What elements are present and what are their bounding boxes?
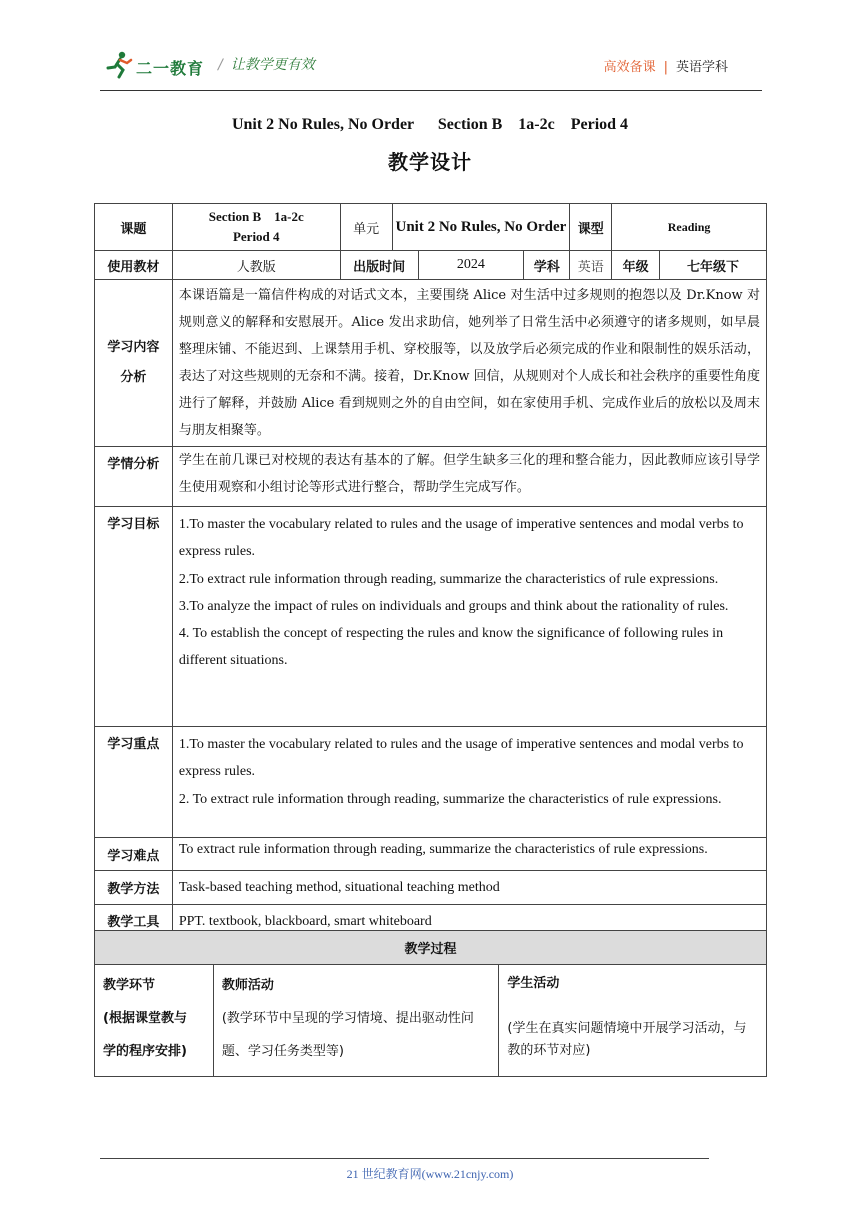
- goal-item: 4. To establish the concept of respecting the rules and know the significance of following rules in different situations.: [178, 626, 724, 669]
- keypoint-item: 2. To extract rule information through reading, summarize the characteristics of rule expressions.: [178, 791, 722, 807]
- method-label: 教学方法: [95, 871, 173, 905]
- lesson-title: Unit 2 No Rules, No Order Section B 1a-2c Period 4: [231, 116, 629, 133]
- method-text: Task-based teaching method, situational teaching method: [172, 871, 766, 905]
- footer-divider: [100, 1158, 709, 1159]
- goal-item: 1.To master the vocabulary related to rules and the usage of imperative sentences and modal verbs to express rules.: [178, 517, 744, 560]
- process-stage-column: 教学环节 (根据课堂教与 学的程序安排): [95, 965, 214, 1077]
- lesson-info-table: [94, 203, 767, 933]
- goal-item: 3.To analyze the impact of rules on individuals and groups and think about the rationality of rules.: [178, 598, 729, 614]
- teaching-process-table: [94, 930, 767, 1077]
- grade-label: 年级: [612, 251, 660, 280]
- runner-logo-icon: [104, 50, 134, 80]
- document-title: 教学设计: [388, 150, 472, 174]
- footer-source: 21 世纪教育网(www.21cnjy.com): [346, 1167, 514, 1181]
- type-label: 课型: [570, 204, 612, 251]
- subject-label: 学科: [524, 251, 570, 280]
- tools-label: 教学工具: [95, 905, 173, 933]
- goals-label: 学习目标: [95, 507, 173, 727]
- difficulty-label: 学习难点: [95, 838, 173, 871]
- header-tag-subject: 英语学科: [675, 60, 728, 75]
- type-value: Reading: [612, 204, 767, 251]
- learner-analysis-text: 学生在前几课已对校规的表达有基本的了解。但学生缺多三化的理和整合能力，因此教师应该引导学生使用观察和小组讨论等形式进行整合，帮助学生完成写作。: [172, 447, 766, 507]
- unit-value: Unit 2 No Rules, No Order: [392, 204, 570, 251]
- process-heading: 教学过程: [95, 931, 767, 965]
- header-right: 高效备课 | 英语学科: [603, 60, 728, 75]
- keypoint-item: 1.To master the vocabulary related to rules and the usage of imperative sentences and modal verbs to express rules.: [178, 737, 744, 780]
- topic-value: Section B 1a-2c Period 4: [172, 204, 340, 251]
- header-tag-prep: 高效备课: [603, 60, 656, 75]
- keypoints-label: 学习重点: [95, 727, 173, 838]
- goals-list: [172, 507, 766, 727]
- keypoints-list: [172, 727, 766, 838]
- topic-label: 课题: [95, 204, 173, 251]
- content-analysis-text: 本课语篇是一篇信件构成的对话式文本，主要围绕 Alice 对生活中过多规则的抱怨以及 Dr.Know 对规则意义的解释和安慰展开。Alice 发出求助信，她列举了日常生活中必须遵守的诸多规则，如早晨整理床铺、不能迟到、上课禁用手机、穿校服等，以及放学后必须完成的作业和限制性的娱乐活动，表达了对这些规则的无奈和不满。接着，Dr.Know 回信，从规则对个人成长和社会秩序的重要性角度进行了解释，并鼓励 Alice 看到规则之外的自由空间，如在家使用手机、完成作业后的放松以及周末与朋友相聚等。: [172, 280, 766, 447]
- textbook-value: 人教版: [172, 251, 340, 280]
- pubtime-label: 出版时间: [340, 251, 418, 280]
- header-slogan: / 让教学更有效: [218, 57, 315, 73]
- student-activity-column: 学生活动 (学生在真实问题情境中开展学习活动，与教的环节对应): [499, 965, 767, 1077]
- textbook-label: 使用教材: [95, 251, 173, 280]
- subject-value: 英语: [570, 251, 612, 280]
- goal-item: 2.To extract rule information through reading, summarize the characteristics of rule expressions.: [178, 571, 719, 587]
- content-analysis-label: 学习内容 分析: [95, 280, 173, 447]
- unit-label: 单元: [340, 204, 392, 251]
- teacher-activity-column: 教师活动 (教学环节中呈现的学习情境、提出驱动性问题、学习任务类型等): [213, 965, 499, 1077]
- learner-analysis-label: 学情分析: [95, 447, 173, 507]
- tools-text: PPT. textbook, blackboard, smart whiteboard: [172, 905, 766, 933]
- page-header: [100, 44, 762, 91]
- difficulty-text: To extract rule information through reading, summarize the characteristics of rule expressions.: [172, 838, 766, 871]
- logo: [104, 50, 214, 80]
- grade-value: 七年级下: [660, 251, 767, 280]
- logo-text: 二一教育: [136, 59, 205, 78]
- pubtime-value: 2024: [418, 251, 524, 280]
